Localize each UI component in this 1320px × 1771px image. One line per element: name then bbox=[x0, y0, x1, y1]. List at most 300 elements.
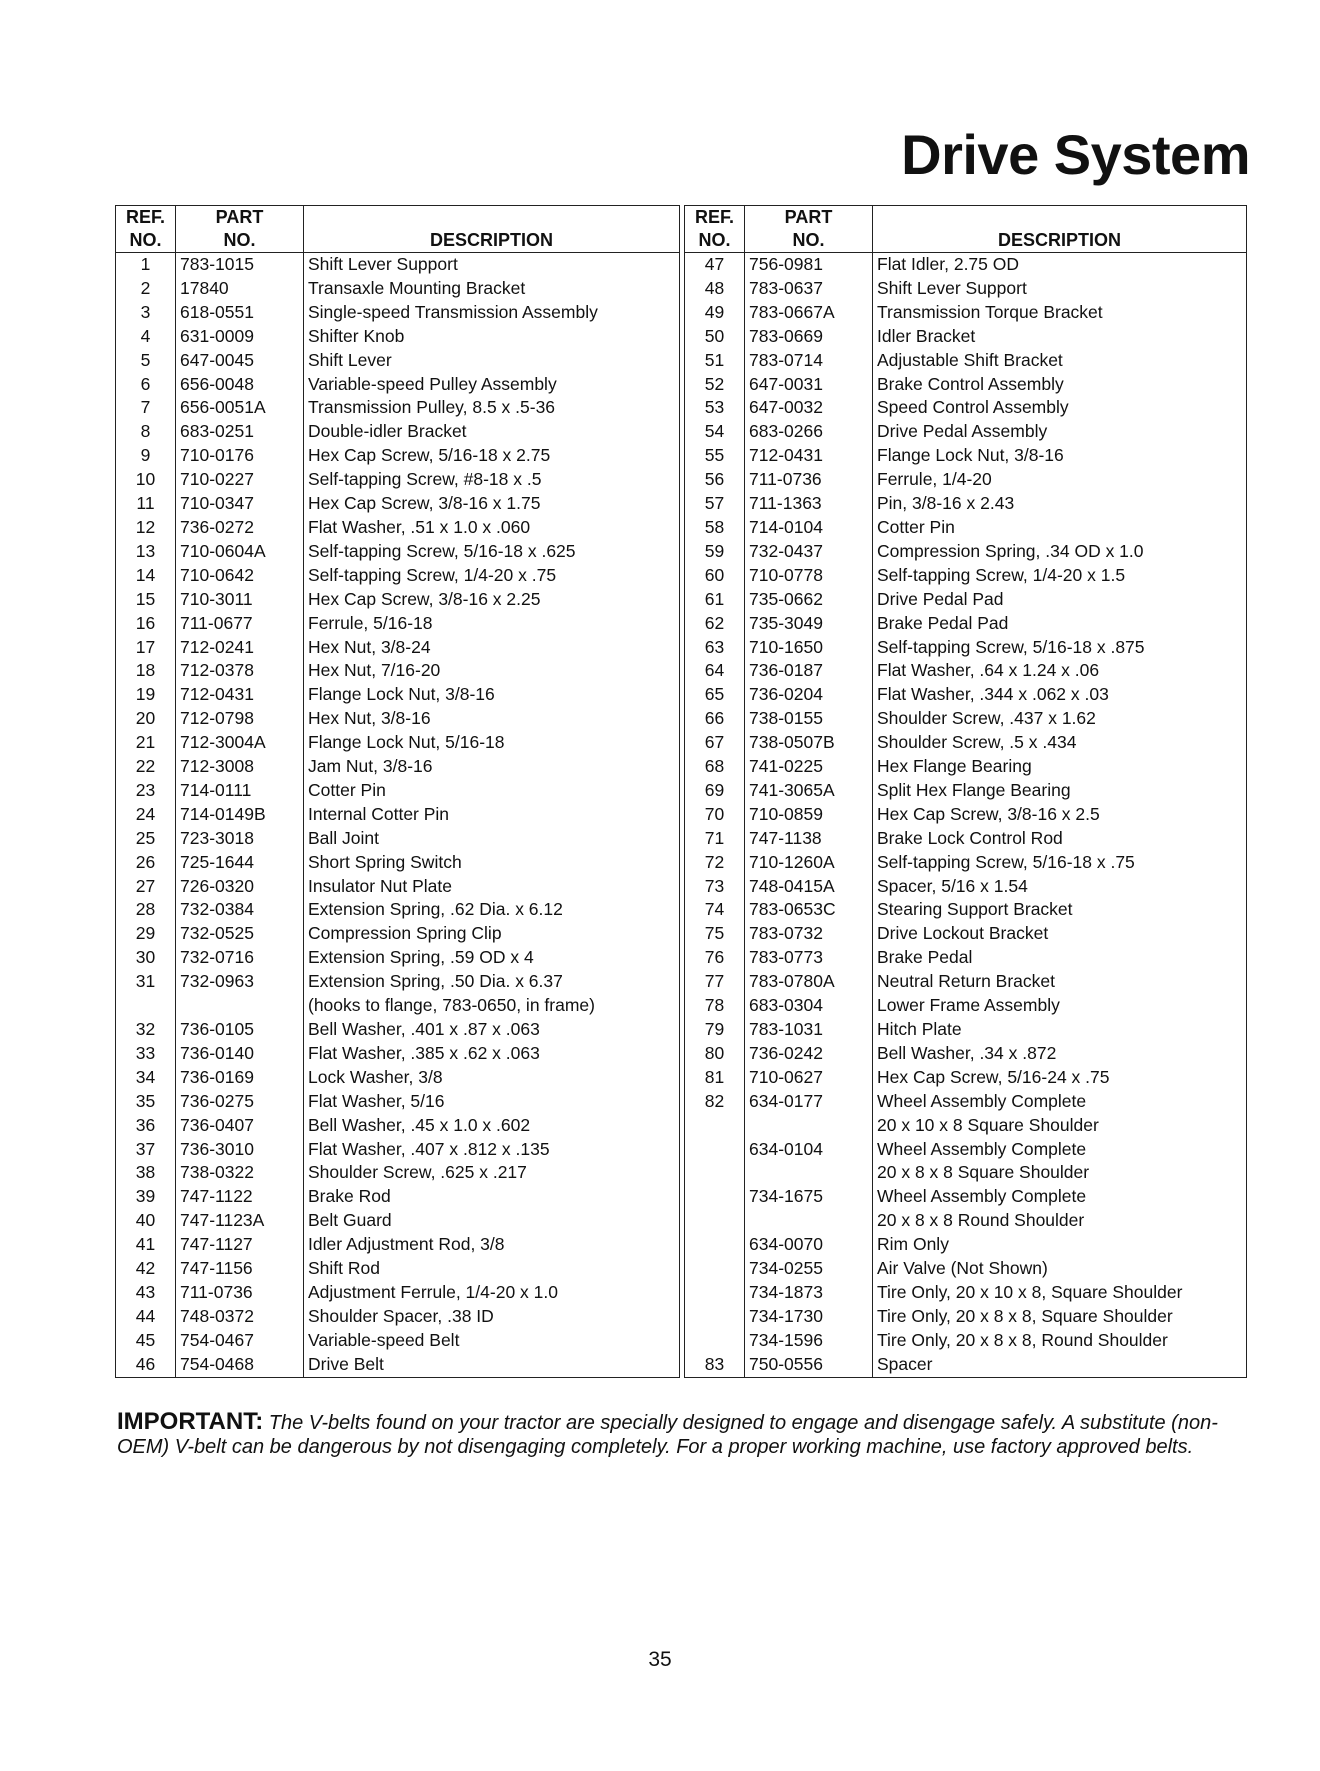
table-row bbox=[685, 898, 1247, 922]
description-cell: Wheel Assembly Complete bbox=[873, 1090, 1247, 1114]
part-no-cell: 783-0637 bbox=[745, 277, 873, 301]
description-cell: Hex Nut, 3/8-24 bbox=[304, 636, 680, 660]
part-no-cell: 736-0140 bbox=[176, 1042, 304, 1066]
table-row bbox=[685, 1281, 1247, 1305]
table-row bbox=[116, 707, 680, 731]
description-cell: Spacer, 5/16 x 1.54 bbox=[873, 875, 1247, 899]
part-no-cell: 710-0604A bbox=[176, 540, 304, 564]
description-cell: Single-speed Transmission Assembly bbox=[304, 301, 680, 325]
part-no-cell: 683-0266 bbox=[745, 420, 873, 444]
part-no-cell: 732-0525 bbox=[176, 922, 304, 946]
part-no-cell: 647-0045 bbox=[176, 349, 304, 373]
part-no-cell bbox=[745, 1209, 873, 1233]
ref-no-cell: 69 bbox=[704, 779, 725, 800]
description-cell: Lock Washer, 3/8 bbox=[304, 1066, 680, 1090]
ref-no-cell: 36 bbox=[135, 1114, 156, 1135]
description-cell: Flat Washer, .64 x 1.24 x .06 bbox=[873, 659, 1247, 683]
part-no-cell: 656-0051A bbox=[176, 396, 304, 420]
ref-no-cell bbox=[685, 1138, 745, 1162]
description-cell: Hex Cap Screw, 5/16-18 x 2.75 bbox=[304, 444, 680, 468]
ref-no-cell: 4 bbox=[140, 325, 151, 346]
ref-no-cell bbox=[685, 1329, 745, 1353]
table-row bbox=[685, 468, 1247, 492]
description-cell: Idler Bracket bbox=[873, 325, 1247, 349]
part-no-cell: 683-0251 bbox=[176, 420, 304, 444]
ref-no-cell bbox=[685, 1305, 745, 1329]
description-cell: Flange Lock Nut, 3/8-16 bbox=[873, 444, 1247, 468]
table-row bbox=[116, 1281, 680, 1305]
ref-no-cell: 44 bbox=[135, 1305, 156, 1326]
description-cell: Insulator Nut Plate bbox=[304, 875, 680, 899]
part-no-cell: 710-0627 bbox=[745, 1066, 873, 1090]
table-row bbox=[685, 420, 1247, 444]
part-no-cell: 732-0963 bbox=[176, 970, 304, 994]
ref-no-cell: 23 bbox=[135, 779, 156, 800]
table-row bbox=[116, 349, 680, 373]
description-cell: Wheel Assembly Complete bbox=[873, 1185, 1247, 1209]
table-row bbox=[685, 325, 1247, 349]
description-cell: Hex Cap Screw, 3/8-16 x 2.25 bbox=[304, 588, 680, 612]
part-no-cell: 647-0031 bbox=[745, 373, 873, 397]
ref-no-cell: 1 bbox=[140, 254, 151, 274]
table-row bbox=[685, 946, 1247, 970]
part-no-cell: 711-0677 bbox=[176, 612, 304, 636]
ref-no-cell: 61 bbox=[704, 588, 725, 609]
description-cell: (hooks to flange, 783-0650, in frame) bbox=[304, 994, 680, 1018]
description-cell: Brake Pedal Pad bbox=[873, 612, 1247, 636]
ref-no-cell: 18 bbox=[135, 660, 156, 681]
table-row bbox=[116, 277, 680, 301]
table-row bbox=[116, 1042, 680, 1066]
description-cell: Brake Pedal bbox=[873, 946, 1247, 970]
table-row bbox=[685, 683, 1247, 707]
description-cell: Flat Washer, .51 x 1.0 x .060 bbox=[304, 516, 680, 540]
important-label: IMPORTANT: bbox=[117, 1408, 264, 1435]
description-cell: Flat Washer, 5/16 bbox=[304, 1090, 680, 1114]
part-no-cell: 714-0149B bbox=[176, 803, 304, 827]
part-no-cell: 783-1031 bbox=[745, 1018, 873, 1042]
table-row bbox=[116, 1114, 680, 1138]
part-no-cell: 710-0642 bbox=[176, 564, 304, 588]
table-row bbox=[685, 1066, 1247, 1090]
description-cell: 20 x 10 x 8 Square Shoulder bbox=[873, 1114, 1247, 1138]
ref-no-cell: 50 bbox=[704, 325, 725, 346]
description-cell: 20 x 8 x 8 Round Shoulder bbox=[873, 1209, 1247, 1233]
parts-tables bbox=[115, 205, 1247, 1378]
table-row bbox=[116, 922, 680, 946]
ref-no-cell: 37 bbox=[135, 1138, 156, 1159]
ref-no-cell: 20 bbox=[135, 708, 156, 729]
table-row bbox=[116, 994, 680, 1018]
description-cell: Drive Belt bbox=[304, 1353, 680, 1377]
ref-no-cell: 6 bbox=[140, 373, 151, 394]
table-row bbox=[685, 612, 1247, 636]
parts-table-right bbox=[684, 205, 1247, 1378]
table-row bbox=[685, 588, 1247, 612]
description-cell: Compression Spring Clip bbox=[304, 922, 680, 946]
ref-no-cell: 32 bbox=[135, 1019, 156, 1039]
description-cell: Flat Washer, .385 x .62 x .063 bbox=[304, 1042, 680, 1066]
parts-table-right-body bbox=[685, 253, 1247, 1378]
part-no-cell: 783-0653C bbox=[745, 898, 873, 922]
ref-no-cell: 28 bbox=[135, 899, 156, 920]
ref-no-cell bbox=[685, 1233, 745, 1257]
ref-no-cell: 33 bbox=[135, 1042, 156, 1063]
table-row bbox=[685, 1138, 1247, 1162]
ref-no-cell: 82 bbox=[704, 1090, 725, 1111]
description-cell: Shifter Knob bbox=[304, 325, 680, 349]
ref-no-cell: 70 bbox=[704, 803, 725, 824]
table-row bbox=[116, 851, 680, 875]
part-no-cell: 738-0322 bbox=[176, 1161, 304, 1185]
table-row bbox=[116, 612, 680, 636]
description-cell: Cotter Pin bbox=[873, 516, 1247, 540]
part-no-header: PART NO. bbox=[745, 206, 873, 253]
ref-no-cell: 8 bbox=[140, 421, 151, 442]
ref-no-cell: 81 bbox=[704, 1066, 725, 1087]
part-no-cell: 634-0070 bbox=[745, 1233, 873, 1257]
description-cell: Neutral Return Bracket bbox=[873, 970, 1247, 994]
ref-no-cell: 7 bbox=[140, 397, 151, 418]
table-row bbox=[685, 731, 1247, 755]
part-no-cell: 783-0780A bbox=[745, 970, 873, 994]
table-row bbox=[116, 1353, 680, 1377]
ref-no-cell: 34 bbox=[135, 1066, 156, 1087]
ref-no-cell: 27 bbox=[135, 875, 156, 896]
table-row bbox=[685, 1042, 1247, 1066]
part-no-cell: 712-0431 bbox=[176, 683, 304, 707]
description-cell: Transmission Torque Bracket bbox=[873, 301, 1247, 325]
description-cell: Adjustable Shift Bracket bbox=[873, 349, 1247, 373]
description-cell: Brake Rod bbox=[304, 1185, 680, 1209]
description-cell: Ferrule, 1/4-20 bbox=[873, 468, 1247, 492]
ref-no-cell: 17 bbox=[135, 636, 156, 657]
ref-no-cell bbox=[685, 1257, 745, 1281]
description-cell: Shift Lever Support bbox=[873, 277, 1247, 301]
table-row bbox=[685, 1233, 1247, 1257]
description-cell: Self-tapping Screw, 5/16-18 x .75 bbox=[873, 851, 1247, 875]
ref-no-cell: 12 bbox=[135, 516, 156, 537]
table-row bbox=[685, 970, 1247, 994]
table-row bbox=[116, 564, 680, 588]
table-row bbox=[685, 1305, 1247, 1329]
part-no-cell: 736-0272 bbox=[176, 516, 304, 540]
ref-no-cell: 14 bbox=[135, 564, 156, 585]
part-no-cell: 711-0736 bbox=[745, 468, 873, 492]
ref-no-cell: 19 bbox=[135, 684, 156, 705]
description-cell: Adjustment Ferrule, 1/4-20 x 1.0 bbox=[304, 1281, 680, 1305]
ref-no-cell: 48 bbox=[704, 277, 725, 298]
ref-no-cell: 43 bbox=[135, 1281, 156, 1302]
description-cell: Tire Only, 20 x 10 x 8, Square Shoulder bbox=[873, 1281, 1247, 1305]
ref-no-cell: 22 bbox=[135, 756, 156, 777]
page-number: 35 bbox=[648, 1648, 672, 1671]
part-no-cell: 710-0227 bbox=[176, 468, 304, 492]
description-cell: Hitch Plate bbox=[873, 1018, 1247, 1042]
description-cell: Rim Only bbox=[873, 1233, 1247, 1257]
description-cell: 20 x 8 x 8 Square Shoulder bbox=[873, 1161, 1247, 1185]
table-row bbox=[685, 636, 1247, 660]
description-cell: Self-tapping Screw, 1/4-20 x 1.5 bbox=[873, 564, 1247, 588]
description-cell: Hex Cap Screw, 5/16-24 x .75 bbox=[873, 1066, 1247, 1090]
table-header-row bbox=[116, 206, 680, 253]
table-row bbox=[116, 468, 680, 492]
description-cell: Bell Washer, .401 x .87 x .063 bbox=[304, 1018, 680, 1042]
ref-no-cell: 55 bbox=[704, 445, 725, 466]
ref-no-cell: 51 bbox=[704, 349, 725, 370]
part-no-cell: 712-0378 bbox=[176, 659, 304, 683]
part-no-cell: 634-0177 bbox=[745, 1090, 873, 1114]
ref-no-cell: 16 bbox=[135, 612, 156, 633]
part-no-cell: 783-1015 bbox=[176, 253, 304, 277]
part-no-cell: 735-3049 bbox=[745, 612, 873, 636]
ref-no-cell: 39 bbox=[135, 1186, 156, 1207]
ref-no-cell: 11 bbox=[136, 493, 155, 514]
table-row bbox=[116, 755, 680, 779]
part-no-cell: 710-1650 bbox=[745, 636, 873, 660]
table-row bbox=[116, 1066, 680, 1090]
ref-no-header: REF. NO. bbox=[685, 206, 745, 253]
ref-no-cell: 71 bbox=[704, 827, 725, 848]
part-no-cell: 711-1363 bbox=[745, 492, 873, 516]
table-row bbox=[116, 301, 680, 325]
ref-no-cell: 76 bbox=[704, 947, 725, 968]
table-row bbox=[116, 1138, 680, 1162]
table-row bbox=[685, 1090, 1247, 1114]
description-cell: Hex Cap Screw, 3/8-16 x 2.5 bbox=[873, 803, 1247, 827]
description-cell: Hex Nut, 3/8-16 bbox=[304, 707, 680, 731]
part-no-cell: 736-0204 bbox=[745, 683, 873, 707]
part-no-cell: 738-0155 bbox=[745, 707, 873, 731]
description-cell: Flat Washer, .407 x .812 x .135 bbox=[304, 1138, 680, 1162]
table-row bbox=[685, 540, 1247, 564]
table-row bbox=[685, 1161, 1247, 1185]
part-no-cell bbox=[745, 1114, 873, 1138]
part-no-cell bbox=[176, 994, 304, 1018]
part-no-cell: 738-0507B bbox=[745, 731, 873, 755]
table-row bbox=[116, 396, 680, 420]
description-cell: Bell Washer, .34 x .872 bbox=[873, 1042, 1247, 1066]
ref-no-cell: 66 bbox=[704, 708, 725, 729]
ref-no-cell: 15 bbox=[135, 588, 156, 609]
part-no-cell: 17840 bbox=[176, 277, 304, 301]
ref-no-cell: 59 bbox=[704, 540, 725, 561]
description-cell: Shoulder Screw, .625 x .217 bbox=[304, 1161, 680, 1185]
part-no-cell: 710-0176 bbox=[176, 444, 304, 468]
table-row bbox=[685, 875, 1247, 899]
description-cell: Self-tapping Screw, 5/16-18 x .625 bbox=[304, 540, 680, 564]
ref-no-cell: 24 bbox=[135, 803, 156, 824]
table-row bbox=[116, 253, 680, 277]
description-cell: Cotter Pin bbox=[304, 779, 680, 803]
part-no-cell: 710-1260A bbox=[745, 851, 873, 875]
ref-no-header: REF. NO. bbox=[116, 206, 176, 253]
ref-no-cell: 40 bbox=[135, 1210, 156, 1231]
table-row bbox=[116, 946, 680, 970]
part-no-cell: 748-0415A bbox=[745, 875, 873, 899]
part-no-cell: 725-1644 bbox=[176, 851, 304, 875]
ref-no-cell: 42 bbox=[135, 1258, 156, 1279]
description-cell: Idler Adjustment Rod, 3/8 bbox=[304, 1233, 680, 1257]
description-cell: Spacer bbox=[873, 1353, 1247, 1377]
part-no-cell: 714-0111 bbox=[176, 779, 304, 803]
part-no-cell: 656-0048 bbox=[176, 373, 304, 397]
table-row bbox=[116, 444, 680, 468]
ref-no-cell: 68 bbox=[704, 756, 725, 777]
part-no-cell: 747-1138 bbox=[745, 827, 873, 851]
part-no-cell: 734-0255 bbox=[745, 1257, 873, 1281]
part-no-cell: 747-1156 bbox=[176, 1257, 304, 1281]
description-cell: Drive Pedal Assembly bbox=[873, 420, 1247, 444]
description-cell: Hex Nut, 7/16-20 bbox=[304, 659, 680, 683]
part-no-cell: 736-3010 bbox=[176, 1138, 304, 1162]
part-no-cell: 712-3008 bbox=[176, 755, 304, 779]
table-row bbox=[685, 851, 1247, 875]
description-cell: Belt Guard bbox=[304, 1209, 680, 1233]
part-no-cell: 714-0104 bbox=[745, 516, 873, 540]
table-row bbox=[116, 373, 680, 397]
part-no-cell: 734-1730 bbox=[745, 1305, 873, 1329]
table-row bbox=[685, 1353, 1247, 1377]
table-row bbox=[116, 1305, 680, 1329]
description-cell: Tire Only, 20 x 8 x 8, Square Shoulder bbox=[873, 1305, 1247, 1329]
description-cell: Lower Frame Assembly bbox=[873, 994, 1247, 1018]
important-text: The V-belts found on your tractor are specially designed to engage and disengage safely. A substitute (non-OEM) V-belt can be dangerous by not disengaging completely. For a proper working machine, use factory approved belts. bbox=[117, 1412, 1218, 1458]
part-no-cell: 783-0669 bbox=[745, 325, 873, 349]
description-cell: Tire Only, 20 x 8 x 8, Round Shoulder bbox=[873, 1329, 1247, 1353]
ref-no-cell: 25 bbox=[135, 827, 156, 848]
ref-no-cell: 3 bbox=[140, 301, 151, 322]
part-no-cell: 741-3065A bbox=[745, 779, 873, 803]
part-no-cell: 756-0981 bbox=[745, 253, 873, 277]
table-row bbox=[685, 779, 1247, 803]
table-row bbox=[116, 1018, 680, 1042]
part-no-cell: 741-0225 bbox=[745, 755, 873, 779]
part-no-cell: 712-0431 bbox=[745, 444, 873, 468]
part-no-cell: 683-0304 bbox=[745, 994, 873, 1018]
table-row bbox=[685, 301, 1247, 325]
description-cell: Jam Nut, 3/8-16 bbox=[304, 755, 680, 779]
description-cell: Ball Joint bbox=[304, 827, 680, 851]
description-cell: Transaxle Mounting Bracket bbox=[304, 277, 680, 301]
part-no-cell: 747-1127 bbox=[176, 1233, 304, 1257]
table-row bbox=[116, 683, 680, 707]
part-no-cell: 736-0105 bbox=[176, 1018, 304, 1042]
table-row bbox=[116, 540, 680, 564]
table-row bbox=[116, 827, 680, 851]
table-row bbox=[685, 516, 1247, 540]
table-row bbox=[685, 1209, 1247, 1233]
ref-no-cell: 53 bbox=[704, 397, 725, 418]
ref-no-cell: 49 bbox=[704, 301, 725, 322]
description-cell: Shift Lever Support bbox=[304, 253, 680, 277]
part-no-cell: 732-0384 bbox=[176, 898, 304, 922]
table-row bbox=[685, 803, 1247, 827]
ref-no-cell: 78 bbox=[704, 995, 725, 1016]
part-no-cell: 747-1123A bbox=[176, 1209, 304, 1233]
description-cell: Bell Washer, .45 x 1.0 x .602 bbox=[304, 1114, 680, 1138]
description-cell: Compression Spring, .34 OD x 1.0 bbox=[873, 540, 1247, 564]
table-row bbox=[116, 1257, 680, 1281]
table-row bbox=[116, 659, 680, 683]
table-row bbox=[685, 564, 1247, 588]
ref-no-cell: 21 bbox=[135, 732, 156, 753]
part-no-cell: 631-0009 bbox=[176, 325, 304, 349]
description-cell: Flat Washer, .344 x .062 x .03 bbox=[873, 683, 1247, 707]
table-row bbox=[116, 875, 680, 899]
description-header: DESCRIPTION bbox=[304, 206, 680, 253]
ref-no-cell: 60 bbox=[704, 564, 725, 585]
ref-no-cell: 2 bbox=[140, 277, 151, 298]
table-row bbox=[116, 1233, 680, 1257]
part-no-cell: 732-0716 bbox=[176, 946, 304, 970]
part-no-cell: 732-0437 bbox=[745, 540, 873, 564]
description-cell: Flat Idler, 2.75 OD bbox=[873, 253, 1247, 277]
table-row bbox=[116, 325, 680, 349]
description-cell: Ferrule, 5/16-18 bbox=[304, 612, 680, 636]
table-row bbox=[685, 1257, 1247, 1281]
part-no-cell: 723-3018 bbox=[176, 827, 304, 851]
table-row bbox=[685, 922, 1247, 946]
part-no-header: PART NO. bbox=[176, 206, 304, 253]
ref-no-cell: 67 bbox=[704, 732, 725, 753]
table-row bbox=[685, 994, 1247, 1018]
ref-no-cell: 46 bbox=[135, 1353, 156, 1374]
part-no-cell: 783-0773 bbox=[745, 946, 873, 970]
table-row bbox=[685, 373, 1247, 397]
part-no-cell: 735-0662 bbox=[745, 588, 873, 612]
description-cell: Short Spring Switch bbox=[304, 851, 680, 875]
table-row bbox=[685, 277, 1247, 301]
part-no-cell: 736-0242 bbox=[745, 1042, 873, 1066]
ref-no-cell: 9 bbox=[140, 445, 151, 466]
description-cell: Shift Rod bbox=[304, 1257, 680, 1281]
table-row bbox=[685, 444, 1247, 468]
table-row bbox=[116, 1161, 680, 1185]
part-no-cell: 783-0714 bbox=[745, 349, 873, 373]
part-no-cell: 710-0347 bbox=[176, 492, 304, 516]
description-cell: Extension Spring, .59 OD x 4 bbox=[304, 946, 680, 970]
part-no-cell: 748-0372 bbox=[176, 1305, 304, 1329]
table-row bbox=[685, 827, 1247, 851]
table-row bbox=[116, 1185, 680, 1209]
ref-no-cell: 47 bbox=[704, 254, 725, 274]
part-no-cell: 734-1596 bbox=[745, 1329, 873, 1353]
part-no-cell: 734-1675 bbox=[745, 1185, 873, 1209]
part-no-cell: 712-3004A bbox=[176, 731, 304, 755]
table-row bbox=[116, 420, 680, 444]
ref-no-cell bbox=[685, 1161, 745, 1185]
ref-no-cell: 83 bbox=[704, 1353, 725, 1374]
ref-no-cell: 74 bbox=[704, 899, 725, 920]
table-row bbox=[685, 1329, 1247, 1353]
ref-no-cell bbox=[685, 1281, 745, 1305]
parts-table-left-body bbox=[116, 253, 680, 1378]
ref-no-cell: 13 bbox=[135, 540, 156, 561]
table-row bbox=[685, 707, 1247, 731]
part-no-cell: 750-0556 bbox=[745, 1353, 873, 1377]
table-row bbox=[116, 779, 680, 803]
description-cell: Shoulder Screw, .5 x .434 bbox=[873, 731, 1247, 755]
table-row bbox=[116, 1090, 680, 1114]
ref-no-cell: 26 bbox=[135, 851, 156, 872]
part-no-cell: 711-0736 bbox=[176, 1281, 304, 1305]
ref-no-cell: 30 bbox=[135, 947, 156, 968]
description-cell: Variable-speed Belt bbox=[304, 1329, 680, 1353]
part-no-cell: 783-0667A bbox=[745, 301, 873, 325]
table-row bbox=[116, 1209, 680, 1233]
part-no-cell: 747-1122 bbox=[176, 1185, 304, 1209]
